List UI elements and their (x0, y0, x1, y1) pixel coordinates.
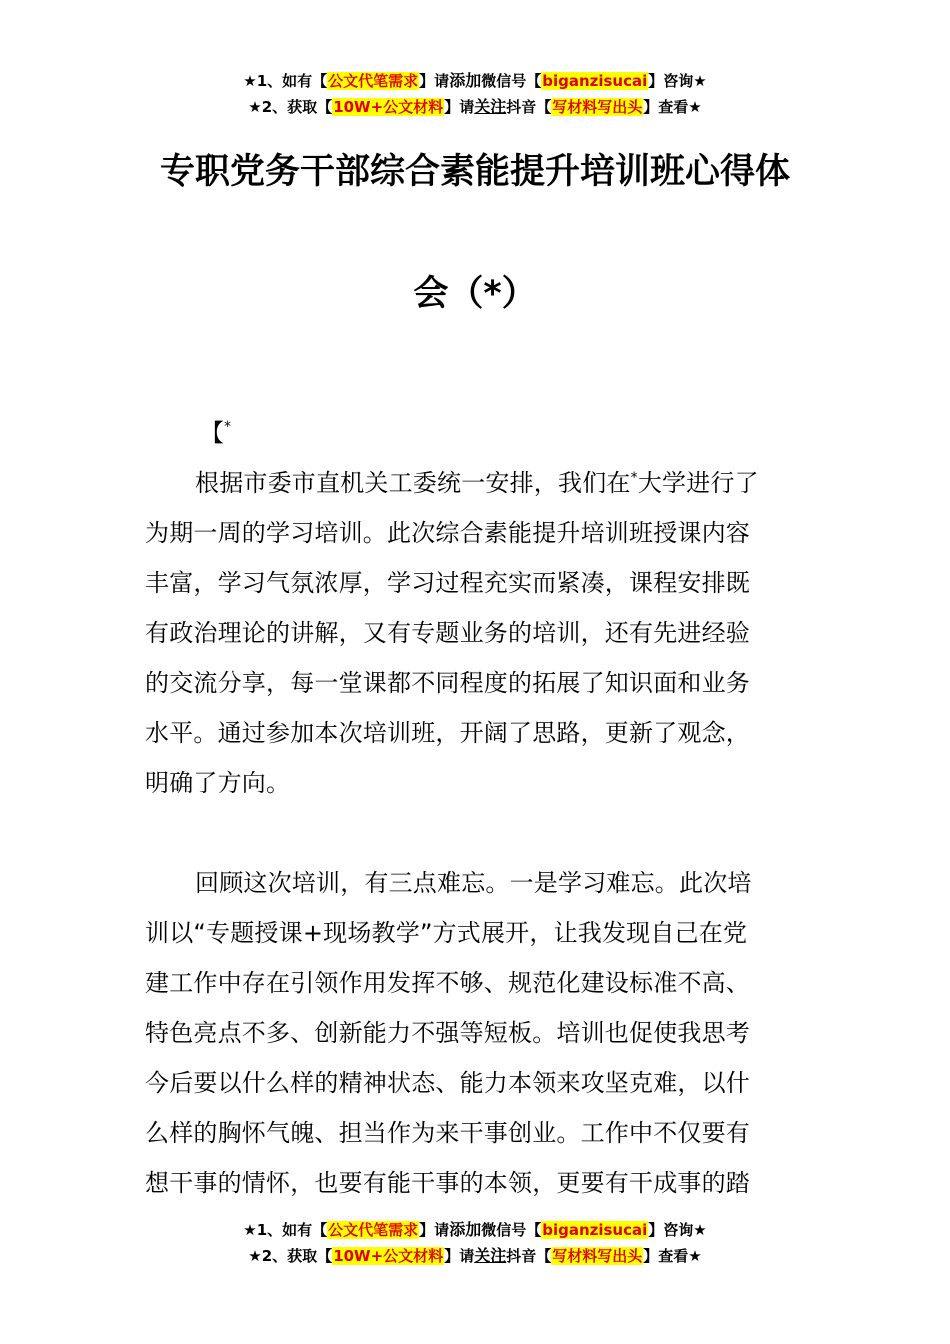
banner-emphasis: 添加 (449, 71, 482, 90)
paragraph-line (145, 458, 807, 508)
banner-highlight: biganzisucai (542, 1221, 648, 1239)
line-text: 根据市委市直机关工委统一安排，我们在 (195, 469, 631, 497)
banner-text: 】咨询★ (648, 1221, 707, 1239)
banner-line-1 (0, 68, 950, 94)
banner-text: ★1、如有【 (243, 1221, 328, 1239)
banner-highlight: 写材料写出头 (552, 98, 643, 116)
paragraph-line: 丰富，学习气氛浓厚，学习过程充实而紧凑，课程安排既 (145, 569, 750, 597)
line-asterisk: * (630, 470, 638, 486)
bracket-asterisk: * (224, 419, 231, 435)
banner-text: ★2、获取【 (248, 1247, 333, 1265)
paragraph-line: 想干事的情怀，也要有能干事的本领，更要有干成事的踏 (145, 1169, 750, 1197)
banner-highlight: 写材料写出头 (552, 1247, 643, 1265)
banner-text: ★2、获取【 (248, 98, 333, 116)
banner-highlight: 10W+公文材料 (333, 1247, 444, 1265)
banner-text: 微信号【 (481, 1221, 542, 1239)
paragraph-line: 回顾这次培训，有三点难忘。一是学习难忘。此次培 (195, 869, 752, 897)
paragraph-line: 为期一周的学习培训。此次综合素能提升培训班授课内容 (145, 519, 750, 547)
banner-text: 】查看★ (643, 1247, 702, 1265)
banner-highlight: 公文代笔需求 (328, 72, 419, 90)
paragraph-line: 有政治理论的讲解，又有专题业务的培训，还有先进经验 (145, 619, 750, 647)
banner-text: ★1、如有【 (243, 72, 328, 90)
banner-highlight: biganzisucai (542, 72, 648, 90)
document-title-line-1: 专职党务干部综合素能提升培训班心得体 (159, 152, 790, 192)
banner-line-1 (0, 1217, 950, 1243)
banner-highlight: 10W+公文材料 (333, 98, 444, 116)
banner-text: 抖音【 (506, 1247, 552, 1265)
banner-line-2 (0, 94, 950, 120)
banner-emphasis: 关注 (474, 1246, 507, 1265)
banner-text: 】请 (444, 1247, 475, 1265)
banner-emphasis: 添加 (449, 1220, 482, 1239)
paragraph-line: 的交流分享，每一堂课都不同程度的拓展了知识面和业务 (145, 669, 750, 697)
banner-text: 】请 (444, 98, 475, 116)
footer-banner (0, 1217, 950, 1269)
header-banner (0, 68, 950, 120)
paragraph-line: 训以“专题授课+现场教学”方式展开，让我发现自己在党 (145, 919, 748, 947)
banner-line-2 (0, 1243, 950, 1269)
banner-text: 】请 (419, 1221, 450, 1239)
banner-highlight: 公文代笔需求 (328, 1221, 419, 1239)
paragraph-2 (145, 858, 807, 1208)
section-marker (200, 408, 231, 458)
banner-text: 】查看★ (643, 98, 702, 116)
paragraph-line: 水平。通过参加本次培训班，开阔了思路，更新了观念， (145, 719, 750, 747)
banner-text: 微信号【 (481, 72, 542, 90)
banner-text: 抖音【 (506, 98, 552, 116)
banner-emphasis: 关注 (474, 97, 507, 116)
line-text: 大学进行了 (637, 469, 759, 497)
banner-text: 】请 (419, 72, 450, 90)
paragraph-line: 建工作中存在引领作用发挥不够、规范化建设标准不高、 (145, 969, 750, 997)
paragraph-1 (145, 458, 807, 808)
paragraph-line: 么样的胸怀气魄、担当作为来干事创业。工作中不仅要有 (145, 1119, 750, 1147)
document-title-line-2: 会（*） (413, 274, 537, 314)
banner-text: 】咨询★ (648, 72, 707, 90)
paragraph-line: 明确了方向。 (145, 769, 291, 797)
bracket-text: 【 (200, 419, 224, 447)
paragraph-line: 特色亮点不多、创新能力不强等短板。培训也促使我思考 (145, 1019, 750, 1047)
paragraph-line: 今后要以什么样的精神状态、能力本领来攻坚克难，以什 (145, 1069, 750, 1097)
